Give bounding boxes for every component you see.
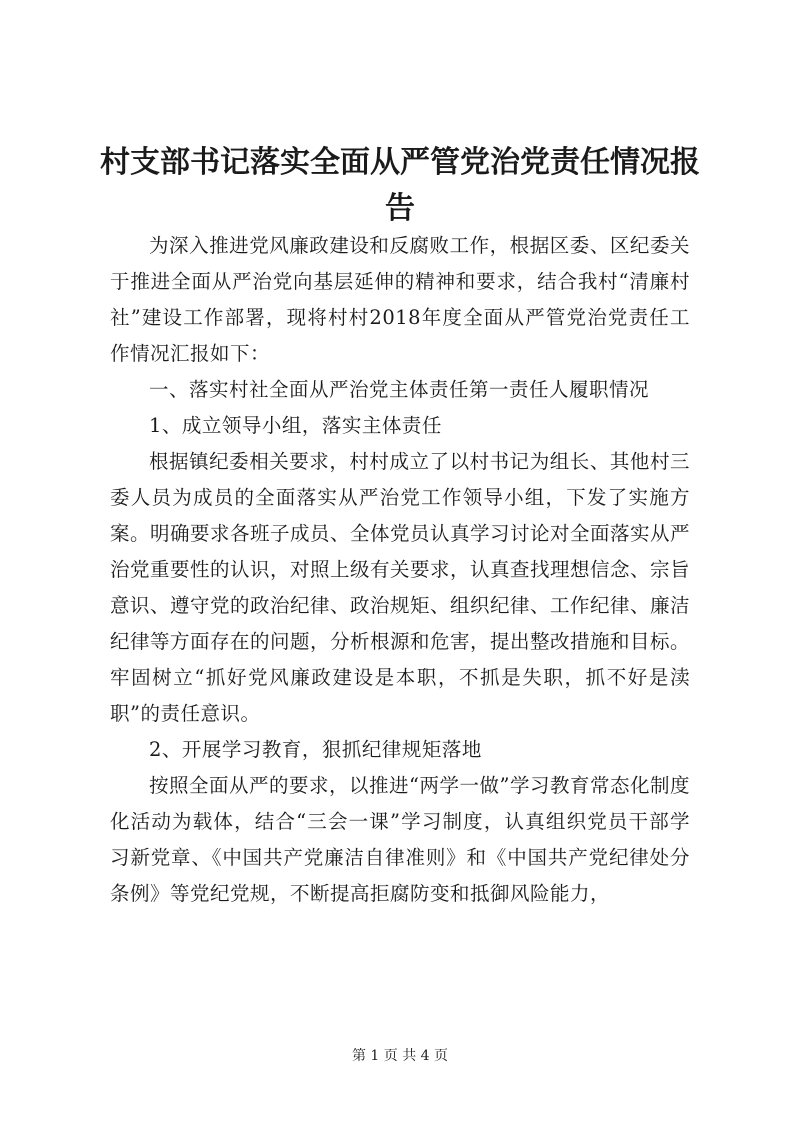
paragraph-study-education: 按照全面从严的要求，以推进“两学一做”学习教育常态化制度化活动为载体，结合“三会一课”学习制度，认真组织党员干部学习新党章、《中国共产党廉洁自律准则》和《中国共产党纪律处分条例》等党纪党规，不断提高拒腐防变和抵御风险能力， bbox=[110, 774, 690, 905]
page-footer: 第 1 页 共 4 页 bbox=[351, 1048, 449, 1064]
document-body bbox=[110, 228, 690, 912]
subsection-heading-1: 1、成立领导小组，落实主体责任 bbox=[149, 414, 442, 437]
paragraph-leadership-group: 根据镇纪委相关要求，村村成立了以村书记为组长、其他村三委人员为成员的全面落实从严治党工作领导小组，下发了实施方案。明确要求各班子成员、全体党员认真学习讨论对全面落实从严治党重要性的认识，对照上级有关要求，认真查找理想信念、宗旨意识、遵守党的政治纪律、政治规矩、组织纪律、工作纪律、廉洁纪律等方面存在的问题，分析根源和危害，提出整改措施和目标。牢固树立“抓好党风廉政建设是本职，不抓是失职，抓不好是渎职”的责任意识。 bbox=[110, 450, 691, 725]
document-title: 村支部书记落实全面从严管党治党责任情况报告 bbox=[100, 145, 700, 226]
subsection-heading-2: 2、开展学习教育，狠抓纪律规矩落地 bbox=[149, 738, 482, 761]
section-heading-1: 一、落实村社全面从严治党主体责任第一责任人履职情况 bbox=[149, 378, 650, 401]
paragraph-intro: 为深入推进党风廉政建设和反腐败工作，根据区委、区纪委关于推进全面从严治党向基层延伸的精神和要求，结合我村“清廉村社”建设工作部署，现将村村2018年度全面从严管党治党责任工作情况汇报如下： bbox=[110, 234, 690, 365]
